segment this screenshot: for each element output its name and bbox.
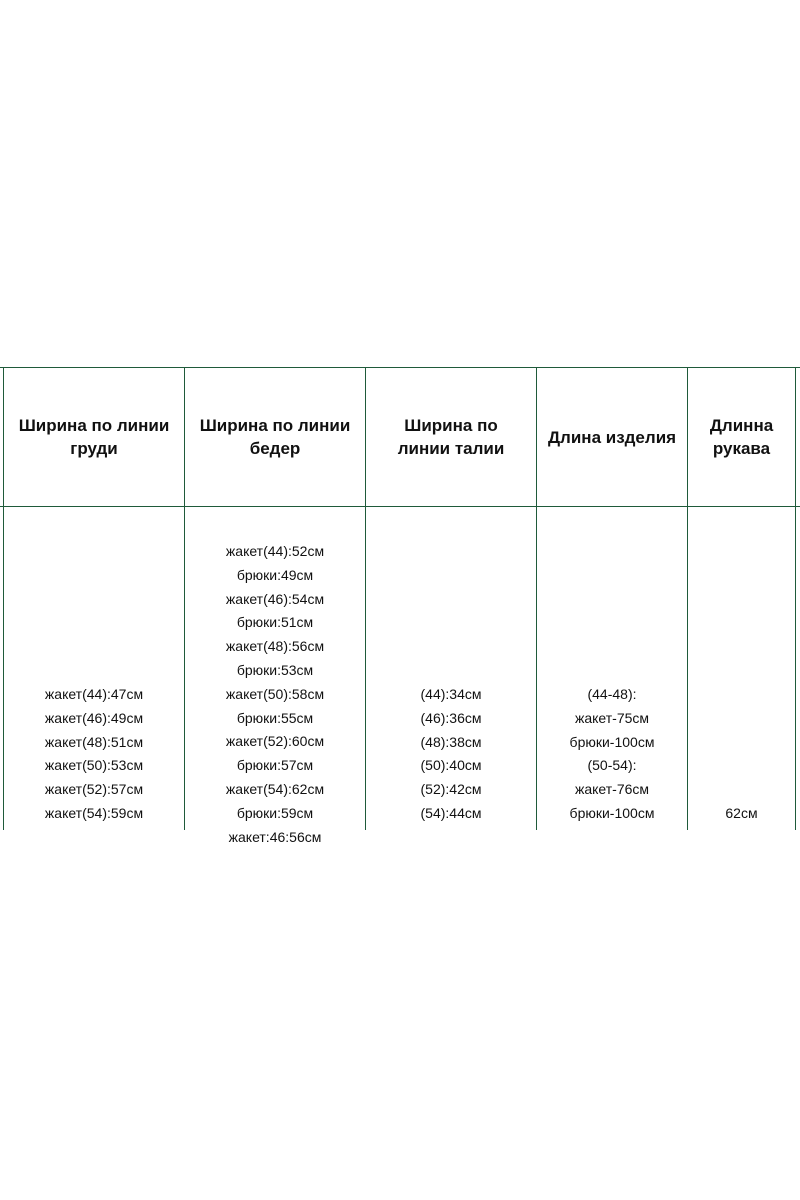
cell-line: жакет(48):51см bbox=[44, 733, 144, 750]
header-length bbox=[537, 368, 687, 506]
cell-chest-width bbox=[4, 508, 184, 830]
cell-line: брюки:49см bbox=[236, 566, 314, 583]
cell-line: жакет(48):56см bbox=[225, 638, 325, 655]
header-waist-width bbox=[366, 368, 536, 506]
cell-line: жакет-75см bbox=[574, 709, 650, 726]
cell-line: (44):34см bbox=[420, 686, 482, 702]
cell-line: (50):40см bbox=[420, 757, 482, 774]
cell-line: брюки:55см bbox=[236, 709, 314, 726]
cell-line: (48):38см bbox=[420, 733, 482, 750]
cell-line: (54):44см bbox=[420, 804, 482, 821]
cell-line: брюки:53см bbox=[236, 661, 314, 678]
cell-line: жакет(44):52см bbox=[225, 543, 325, 559]
cell-line: жакет:46:56см bbox=[228, 828, 322, 845]
header-label: Ширина по линии талии bbox=[397, 416, 505, 458]
cell-line: жакет(44):47см bbox=[44, 686, 144, 702]
header-bottom-border bbox=[0, 506, 800, 507]
cell-sleeve-length bbox=[688, 508, 795, 830]
cell-line: жакет(54):62см bbox=[225, 780, 325, 797]
header-sleeve-length bbox=[688, 368, 795, 506]
cell-line: брюки:51см bbox=[236, 614, 314, 631]
header-label: Ширина по линии бедер bbox=[199, 416, 351, 458]
column-divider bbox=[795, 367, 796, 830]
cell-line: (50-54): bbox=[587, 757, 637, 774]
cell-line: жакет(52):57см bbox=[44, 781, 144, 798]
header-label: Ширина по линии груди bbox=[18, 416, 170, 458]
cell-line: жакет-76см bbox=[574, 781, 650, 798]
cell-line: жакет(52):60см bbox=[225, 733, 325, 750]
cell-line: жакет(46):49см bbox=[44, 709, 144, 726]
cell-line: брюки:59см bbox=[236, 804, 314, 821]
cell-line: жакет(46):54см bbox=[225, 590, 325, 607]
header-label: Длинна рукава bbox=[709, 416, 774, 458]
cell-hip-width bbox=[185, 508, 365, 845]
cell-line: (46):36см bbox=[420, 709, 482, 726]
header-chest-width bbox=[4, 368, 184, 506]
cell-line: 62см bbox=[725, 805, 758, 821]
cell-line: (44-48): bbox=[587, 686, 637, 702]
cell-line: брюки:57см bbox=[236, 757, 314, 774]
cell-line: жакет(50):58см bbox=[225, 685, 325, 702]
header-label: Длина изделия bbox=[547, 427, 677, 447]
cell-length bbox=[537, 508, 687, 830]
cell-waist-width bbox=[366, 508, 536, 830]
cell-line: (52):42см bbox=[420, 781, 482, 798]
cell-line: жакет(54):59см bbox=[44, 804, 144, 821]
cell-line: жакет(50):53см bbox=[44, 757, 144, 774]
cell-line: брюки-100см bbox=[569, 733, 655, 750]
cell-line: брюки-100см bbox=[569, 804, 655, 821]
header-hip-width bbox=[185, 368, 365, 506]
